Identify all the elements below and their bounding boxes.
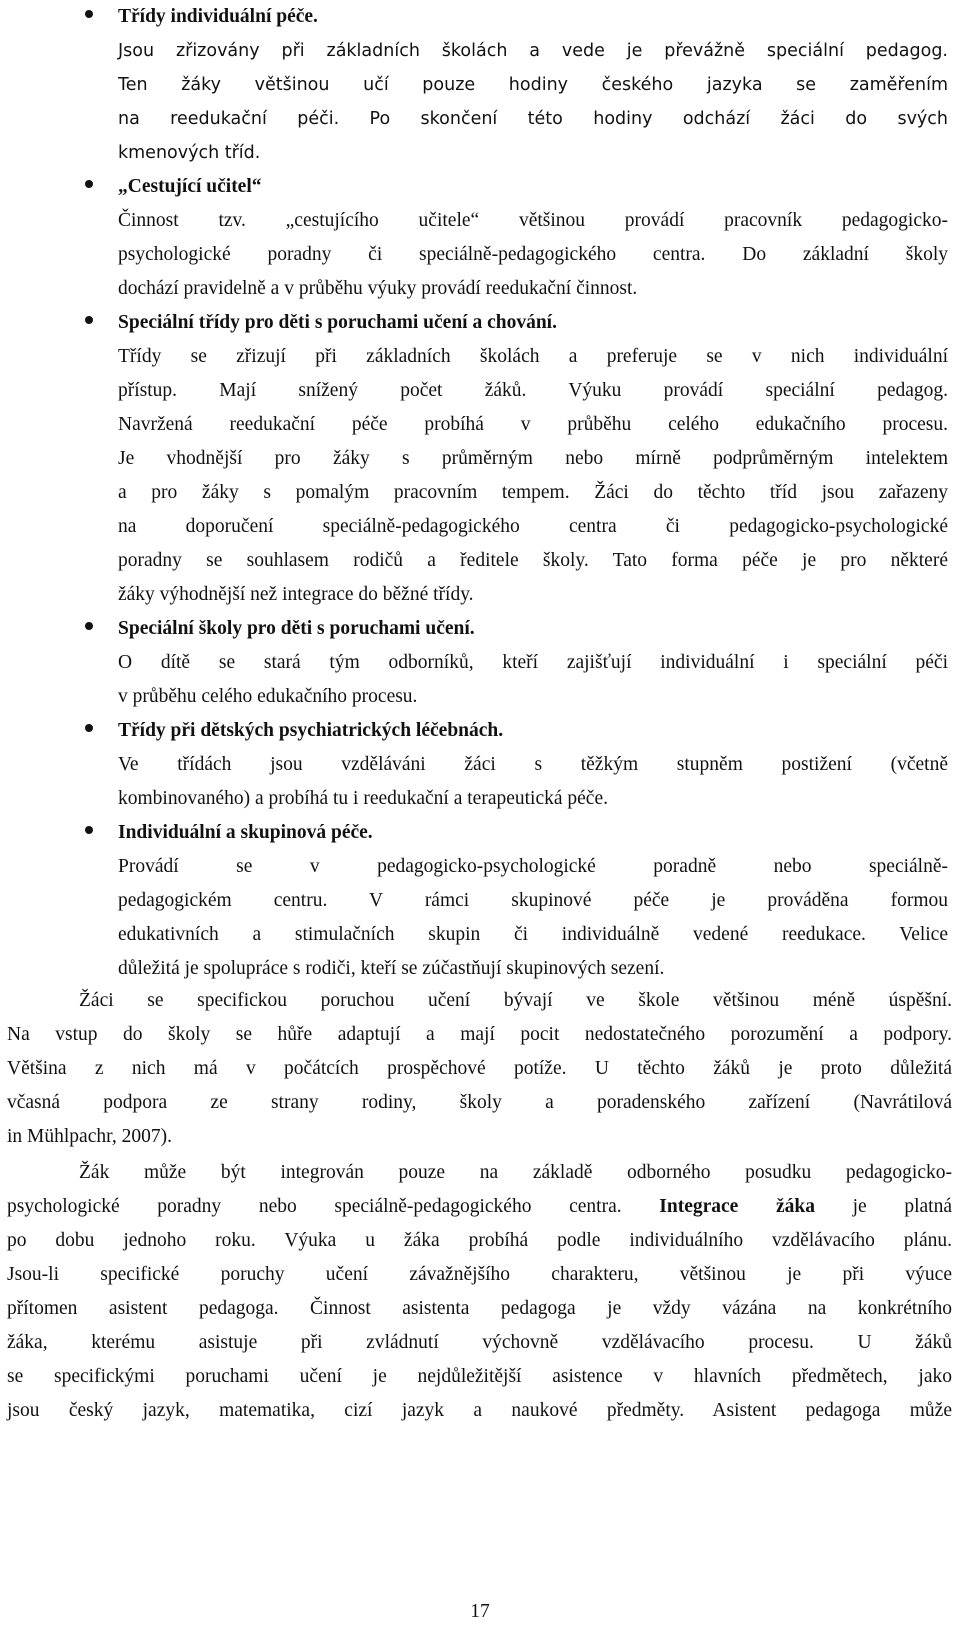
- item-text-line: Provádí se v pedagogicko-psychologické poradně nebo speciálně-: [118, 856, 948, 877]
- list-item: [0, 714, 960, 816]
- item-text-line: Jsou zřizovány při základních školách a vede je převážně speciální pedagog.: [118, 41, 948, 61]
- item-heading: Speciální třídy pro děti s poruchami učení a chování.: [118, 312, 557, 333]
- bullet-icon: [85, 622, 93, 630]
- paragraph-line: po dobu jednoho roku. Výuka u žáka probíhá podle individuálního vzdělávacího plánu.: [7, 1230, 952, 1251]
- bullet-icon: [85, 316, 93, 324]
- paragraph-line: Na vstup do školy se hůře adaptují a mají pocit nedostatečného porozumění a podpory.: [7, 1024, 952, 1045]
- item-text-line: Navržená reedukační péče probíhá v průběhu celého edukačního procesu.: [118, 414, 948, 435]
- paragraph-line: Většina z nich má v počátcích prospěchové potíže. U těchto žáků je proto důležitá: [7, 1058, 952, 1079]
- item-heading: Třídy při dětských psychiatrických léčebnách.: [118, 720, 504, 741]
- item-text-line: kombinovaného) a probíhá tu i reedukační a terapeutická péče.: [118, 788, 608, 809]
- item-text-line: Činnost tzv. „cestujícího učitele“ většinou provádí pracovník pedagogicko-: [118, 210, 948, 231]
- bullet-icon: [85, 180, 93, 188]
- item-text-line: O dítě se stará tým odborníků, kteří zajišťují individuální i speciální péči: [118, 652, 948, 673]
- bullet-icon: [85, 826, 93, 834]
- page-number: 17: [470, 1601, 490, 1622]
- item-text-line: důležitá je spolupráce s rodiči, kteří se zúčastňují skupinových sezení.: [118, 958, 665, 979]
- paragraph-line: se specifickými poruchami učení je nejdůležitější asistence v hlavních předmětech, jako: [7, 1366, 952, 1387]
- paragraph-text: je platná: [814, 1196, 952, 1217]
- item-text-line: na doporučení speciálně-pedagogického centra či pedagogicko-psychologické: [118, 516, 948, 537]
- item-heading: Individuální a skupinová péče.: [118, 822, 373, 843]
- item-text-line: edukativních a stimulačních skupin či individuálně vedené reedukace. Velice: [118, 924, 948, 945]
- paragraph-line: přítomen asistent pedagoga. Činnost asistenta pedagoga je vždy vázána na konkrétního: [7, 1298, 952, 1319]
- list-item: [0, 816, 960, 986]
- item-text-line: dochází pravidelně a v průběhu výuky provádí reedukační činnost.: [118, 278, 638, 299]
- paragraph-line: Žáci se specifickou poruchou učení bývají ve škole většinou méně úspěšní.: [79, 990, 952, 1011]
- list-item: [0, 306, 960, 612]
- item-heading: Třídy individuální péče.: [118, 6, 318, 27]
- paragraph-line: jsou český jazyk, matematika, cizí jazyk a naukové předměty. Asistent pedagoga může: [7, 1400, 952, 1421]
- bullet-icon: [85, 724, 93, 732]
- item-text-line: Třídy se zřizují při základních školách a preferuje se v nich individuální: [118, 346, 948, 367]
- item-text-line: v průběhu celého edukačního procesu.: [118, 686, 418, 707]
- item-heading: Speciální školy pro děti s poruchami učení.: [118, 618, 475, 639]
- paragraph-line: [7, 1190, 952, 1224]
- bullet-icon: [85, 10, 93, 18]
- list-item: [0, 170, 960, 306]
- list-item: [0, 612, 960, 714]
- item-text-line: poradny se souhlasem rodičů a ředitele školy. Tato forma péče je pro některé: [118, 550, 948, 571]
- item-text-line: žáky výhodnější než integrace do běžné třídy.: [118, 584, 474, 605]
- paragraph-line: in Mühlpachr, 2007).: [7, 1126, 172, 1147]
- item-text-line: Je vhodnější pro žáky s průměrným nebo mírně podprůměrným intelektem: [118, 448, 948, 469]
- body-paragraph: [7, 1156, 952, 1428]
- item-text-line: přístup. Mají snížený počet žáků. Výuku provádí speciální pedagog.: [118, 380, 948, 401]
- item-text-line: Ten žáky většinou učí pouze hodiny českého jazyka se zaměřením: [118, 75, 948, 95]
- paragraph-line: Žák může být integrován pouze na základě odborného posudku pedagogicko-: [79, 1162, 952, 1183]
- paragraph-text: psychologické poradny nebo speciálně-pedagogického centra.: [7, 1196, 660, 1217]
- paragraph-line: žáka, kterému asistuje při zvládnutí výchovně vzdělávacího procesu. U žáků: [7, 1332, 952, 1353]
- item-text-line: Ve třídách jsou vzděláváni žáci s těžkým stupněm postižení (včetně: [118, 754, 948, 775]
- paragraph-line: Jsou-li specifické poruchy učení závažnějšího charakteru, většinou je při výuce: [7, 1264, 952, 1285]
- item-text-line: pedagogickém centru. V rámci skupinové péče je prováděna formou: [118, 890, 948, 911]
- item-heading: „Cestující učitel“: [118, 176, 262, 197]
- item-text-line: psychologické poradny či speciálně-pedagogického centra. Do základní školy: [118, 244, 948, 265]
- item-text-line: a pro žáky s pomalým pracovním tempem. Žáci do těchto tříd jsou zařazeny: [118, 482, 948, 503]
- paragraph-line: včasná podpora ze strany rodiny, školy a poradenského zařízení (Navrátilová: [7, 1092, 952, 1113]
- integration-term: Integrace žáka: [659, 1196, 815, 1217]
- list-item: [0, 0, 960, 170]
- item-text-line: na reedukační péči. Po skončení této hodiny odchází žáci do svých: [118, 109, 948, 129]
- body-paragraph: [7, 984, 952, 1154]
- item-text-line: kmenových tříd.: [118, 143, 261, 163]
